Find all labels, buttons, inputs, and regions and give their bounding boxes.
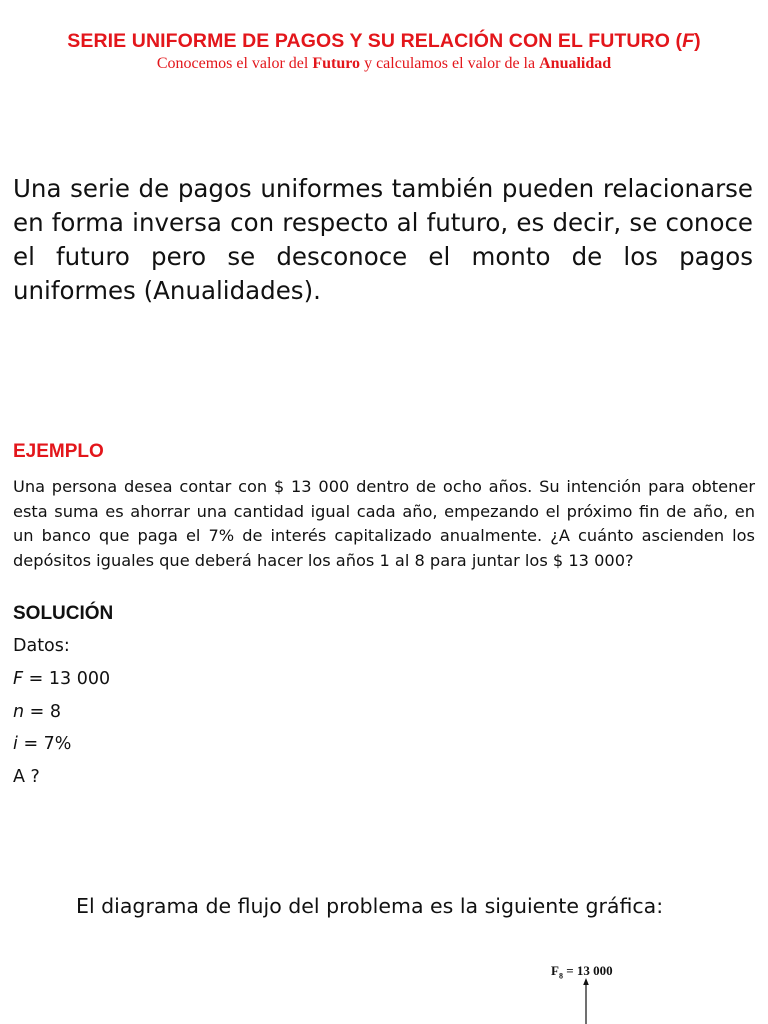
future-value-arrow [578, 976, 594, 1024]
solution-heading: SOLUCIÓN [13, 603, 114, 624]
subtitle-futuro: Futuro [312, 55, 361, 72]
page-subtitle: Conocemos el valor del Futuro y calculamos el valor de la Anualidad [156, 55, 612, 72]
datum-i: i = 7% [13, 734, 72, 754]
page-title: SERIE UNIFORME DE PAGOS Y SU RELACIÓN CON EL FUTURO (F) [67, 30, 701, 52]
future-value-label: $F_8 = 13$ 000 [551, 963, 613, 981]
datum-a: A ? [13, 767, 40, 787]
example-heading: EJEMPLO [13, 441, 104, 462]
example-text: Una persona desea contar con $ 13 000 dentro de ocho años. Su intención para obtener esta suma es ahorrar una cantidad igual cada año, empezando el próximo fin de año, en un banco que paga el 7% de interés capitalizado anualmente. ¿A cuánto ascienden los depósitos iguales que deberá hacer los años 1 al 8 para juntar los $ 13 000? [13, 477, 755, 570]
datum-f: F = 13 000 [13, 669, 111, 689]
title-variable-f: F [682, 30, 695, 52]
diagram-caption: El diagrama de flujo del problema es la siguiente gráfica: [76, 894, 664, 918]
datum-n: n = 8 [13, 702, 62, 722]
intro-paragraph: Una serie de pagos uniformes también pueden relacionarse en forma inversa con respecto al futuro, es decir, se conoce el futuro pero se desconoce el monto de los pagos uniformes (Anualidades). [13, 174, 753, 305]
subtitle-anualidad: Anualidad [539, 55, 612, 72]
datos-label: Datos: [13, 636, 70, 656]
